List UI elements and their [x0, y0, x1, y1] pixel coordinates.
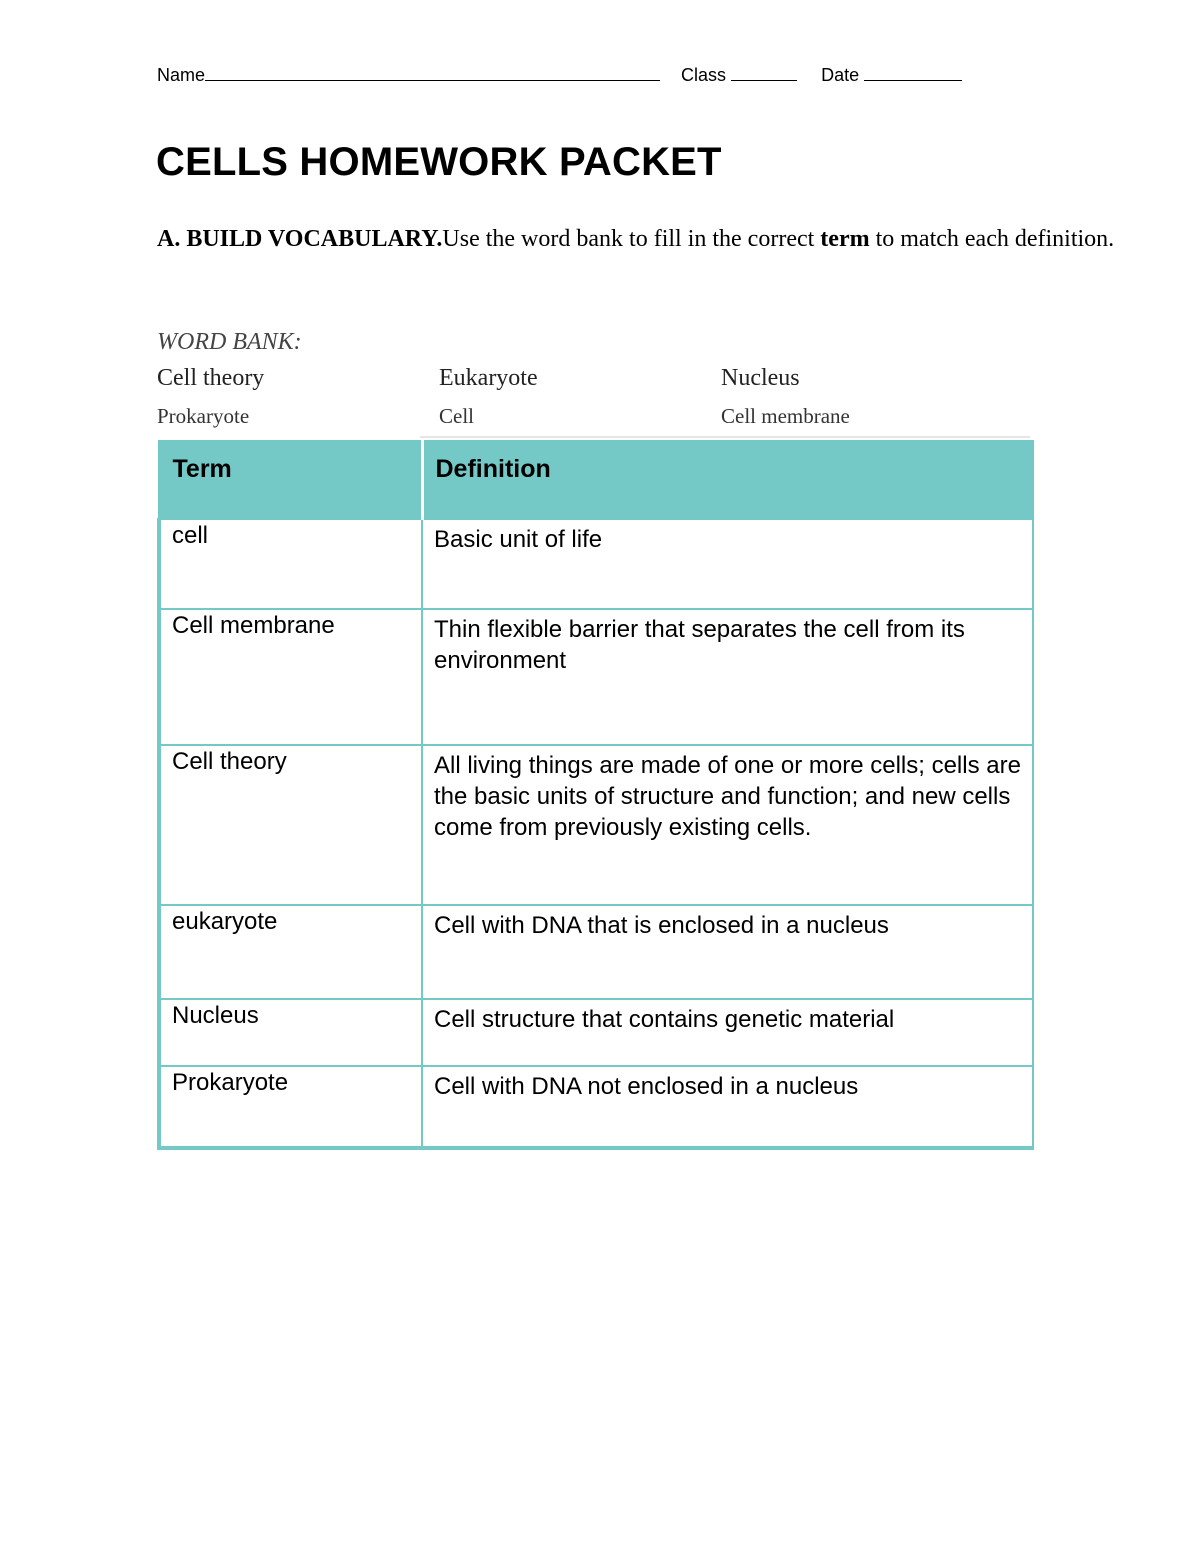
table-row — [159, 519, 1033, 609]
word-bank-label: WORD BANK: — [157, 329, 302, 355]
term-cell[interactable]: Cell theory — [159, 745, 422, 905]
word-bank-item: Cell theory — [157, 365, 265, 391]
table-row — [159, 905, 1033, 999]
definition-cell: All living things are made of one or more cells; cells are the basic units of structure and function; and new cells come from previously existing cells. — [422, 745, 1033, 905]
table-row — [159, 745, 1033, 905]
term-cell[interactable]: Cell membrane — [159, 609, 422, 745]
class-label: Class — [681, 65, 727, 85]
divider — [420, 436, 1030, 438]
word-bank-item: Cell membrane — [721, 404, 850, 428]
table-header-row — [159, 441, 1033, 519]
name-label: Name — [157, 65, 206, 85]
name-field[interactable] — [205, 62, 660, 81]
word-bank-item: Nucleus — [721, 365, 800, 391]
term-cell[interactable]: eukaryote — [159, 905, 422, 999]
instructions-text-before: Use the word bank to fill in the correct — [442, 226, 821, 252]
term-cell[interactable]: Nucleus — [159, 999, 422, 1066]
definition-cell: Cell structure that contains genetic material — [422, 999, 1033, 1066]
definition-cell: Cell with DNA not enclosed in a nucleus — [422, 1066, 1033, 1148]
page-title: CELLS HOMEWORK PACKET — [156, 140, 722, 184]
term-cell[interactable]: cell — [159, 519, 422, 609]
student-info-line — [157, 62, 962, 87]
definition-column-header: Definition — [422, 441, 1033, 519]
section-instructions — [157, 226, 1116, 253]
word-bank-item: Eukaryote — [439, 365, 538, 391]
table-row — [159, 1066, 1033, 1148]
definition-cell: Thin flexible barrier that separates the cell from its environment — [422, 609, 1033, 745]
vocabulary-table — [157, 440, 1034, 1150]
term-column-header: Term — [159, 441, 422, 519]
instructions-text-after: to match each definition. — [869, 226, 1115, 252]
instructions-bold-word: term — [820, 226, 870, 252]
class-field[interactable] — [731, 62, 797, 81]
table-row — [159, 609, 1033, 745]
word-bank-item: Cell — [439, 404, 474, 428]
date-field[interactable] — [864, 62, 962, 81]
definition-cell: Cell with DNA that is enclosed in a nucleus — [422, 905, 1033, 999]
date-label: Date — [821, 65, 860, 85]
section-label: A. BUILD VOCABULARY. — [157, 226, 443, 252]
term-cell[interactable]: Prokaryote — [159, 1066, 422, 1148]
table-row — [159, 999, 1033, 1066]
word-bank-item: Prokaryote — [157, 404, 250, 428]
definition-cell: Basic unit of life — [422, 519, 1033, 609]
